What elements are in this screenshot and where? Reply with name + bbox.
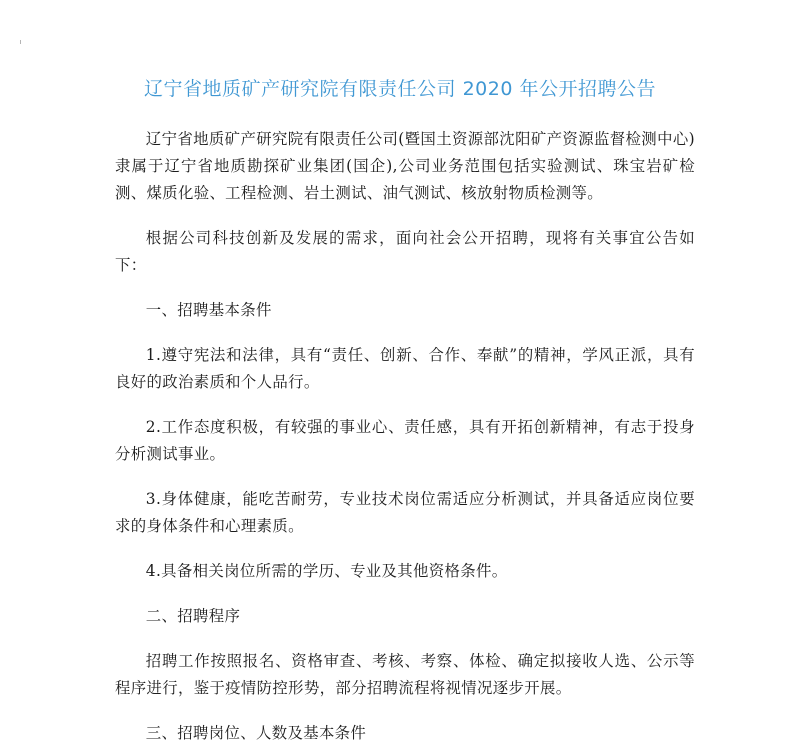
condition-item-2: 2.工作态度积极，有较强的事业心、责任感，具有开拓创新精神，有志于投身分析测试事业。 — [115, 418, 695, 463]
document-title: 辽宁省地质矿产研究院有限责任公司 2020 年公开招聘公告 — [144, 78, 656, 100]
intro-paragraph: 辽宁省地质矿产研究院有限责任公司(暨国土资源部沈阳矿产资源监督检测中心)隶属于辽宁省地质勘探矿业集团(国企),公司业务范围包括实验测试、珠宝岩矿检测、煤质化验、工程检测、岩土测试、油气测试、核放射物质检测等。 — [115, 130, 695, 202]
condition-item-4: 4.具备相关岗位所需的学历、专业及其他资格条件。 — [145, 562, 508, 580]
announcement-paragraph: 根据公司科技创新及发展的需求，面向社会公开招聘，现将有关事宜公告如下： — [115, 229, 695, 274]
condition-item-1: 1.遵守宪法和法律，具有“责任、创新、合作、奉献”的精神，学风正派，具有良好的政治素质和个人品行。 — [115, 346, 695, 391]
section-heading-positions: 三、招聘岗位、人数及基本条件 — [145, 724, 367, 742]
scan-mark — [20, 40, 21, 44]
section-heading-procedure: 二、招聘程序 — [145, 607, 241, 625]
procedure-paragraph: 招聘工作按照报名、资格审查、考核、考察、体检、确定拟接收人选、公示等程序进行，鉴于疫情防控形势，部分招聘流程将视情况逐步开展。 — [115, 652, 695, 697]
document-body — [115, 126, 695, 747]
condition-item-3: 3.身体健康，能吃苦耐劳，专业技术岗位需适应分析测试，并具备适应岗位要求的身体条件和心理素质。 — [115, 490, 695, 535]
section-heading-basic-conditions: 一、招聘基本条件 — [145, 301, 272, 319]
